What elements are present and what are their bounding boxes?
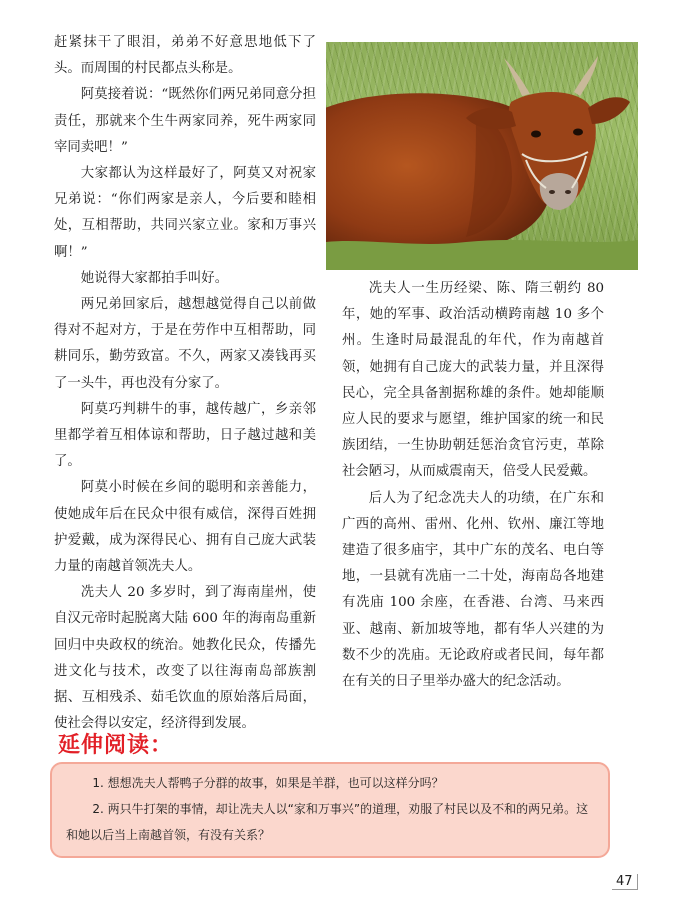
paragraph: 冼夫人 20 多岁时，到了海南崖州，使自汉元帝时起脱离大陆 600 年的海南岛重新回归中央政权的统治。她教化民众，传播先进文化与技术，改变了以往海南岛部族割据、互相残杀、茹毛饮血的原始落后局面，使社会得以安定，经济得到发展。 [54, 585, 316, 732]
paragraph: 赶紧抹干了眼泪，弟弟不好意思地低下了头。而周围的村民都点头称是。 [54, 35, 316, 77]
cow-illustration [326, 42, 638, 270]
paragraph: 阿莫小时候在乡间的聪明和亲善能力，使她成年后在民众中很有威信，深得百姓拥护爱戴，成为深得民心、拥有自己庞大武装力量的南越首领冼夫人。 [54, 480, 316, 575]
right-text-column [342, 276, 604, 695]
extended-reading-box [50, 762, 610, 858]
paragraph: 冼夫人一生历经梁、陈、隋三朝约 80 年，她的军事、政治活动横跨南越 10 多个州。生逢时局最混乱的年代，作为南越首领，她拥有自己庞大的武装力量，并且深得民心，完全具备割据称雄的条件。她却能顺应人民的要求与愿望，维护国家的统一和民族团结，一生协助朝廷惩治贪官污吏，革除社会陋习，从而威震南天，倍受人民爱戴。 [342, 281, 604, 480]
paragraph: 阿莫巧判耕牛的事，越传越广，乡亲邻里都学着互相体谅和帮助，日子越过越和美了。 [54, 401, 316, 470]
paragraph: 两兄弟回家后，越想越觉得自己以前做得对不起对方，于是在劳作中互相帮助，同耕同乐，勤劳致富。不久，两家又凑钱再买了一头牛，再也没有分家了。 [54, 297, 316, 391]
paragraph: 阿莫接着说：“既然你们两兄弟同意分担责任，那就来个生牛两家同养，死牛两家同宰同卖吧！” [54, 87, 316, 155]
cow-photo [326, 42, 638, 270]
paragraph: 大家都认为这样最好了，阿莫又对祝家兄弟说：“你们两家是亲人，今后要和睦相处，互相帮助，共同兴家立业。家和万事兴啊！” [54, 166, 316, 260]
reading-question: 1. 想想冼夫人帮鸭子分群的故事，如果是羊群，也可以这样分吗？ [92, 776, 444, 790]
page-number: 47 [612, 874, 638, 890]
paragraph: 她说得大家都拍手叫好。 [80, 270, 229, 286]
paragraph: 后人为了纪念冼夫人的功绩，在广东和广西的高州、雷州、化州、钦州、廉江等地建造了很多庙宇，其中广东的茂名、电白等地，一县就有冼庙一二十处，海南岛各地建有冼庙 100 余座，在香港、台湾、马来西亚、越南、新加坡等地，都有华人兴建的为数不少的冼庙。无论政府或者民间，每年都在有关的日子里举办盛大的纪念活动。 [342, 490, 604, 690]
left-text-column [54, 30, 316, 737]
reading-question: 2. 两只牛打架的事情，却让冼夫人以“家和万事兴”的道理，劝服了村民以及不和的两兄弟。这和她以后当上南越首领，有没有关系？ [66, 802, 589, 842]
extended-reading-heading: 延伸阅读： [58, 733, 174, 758]
